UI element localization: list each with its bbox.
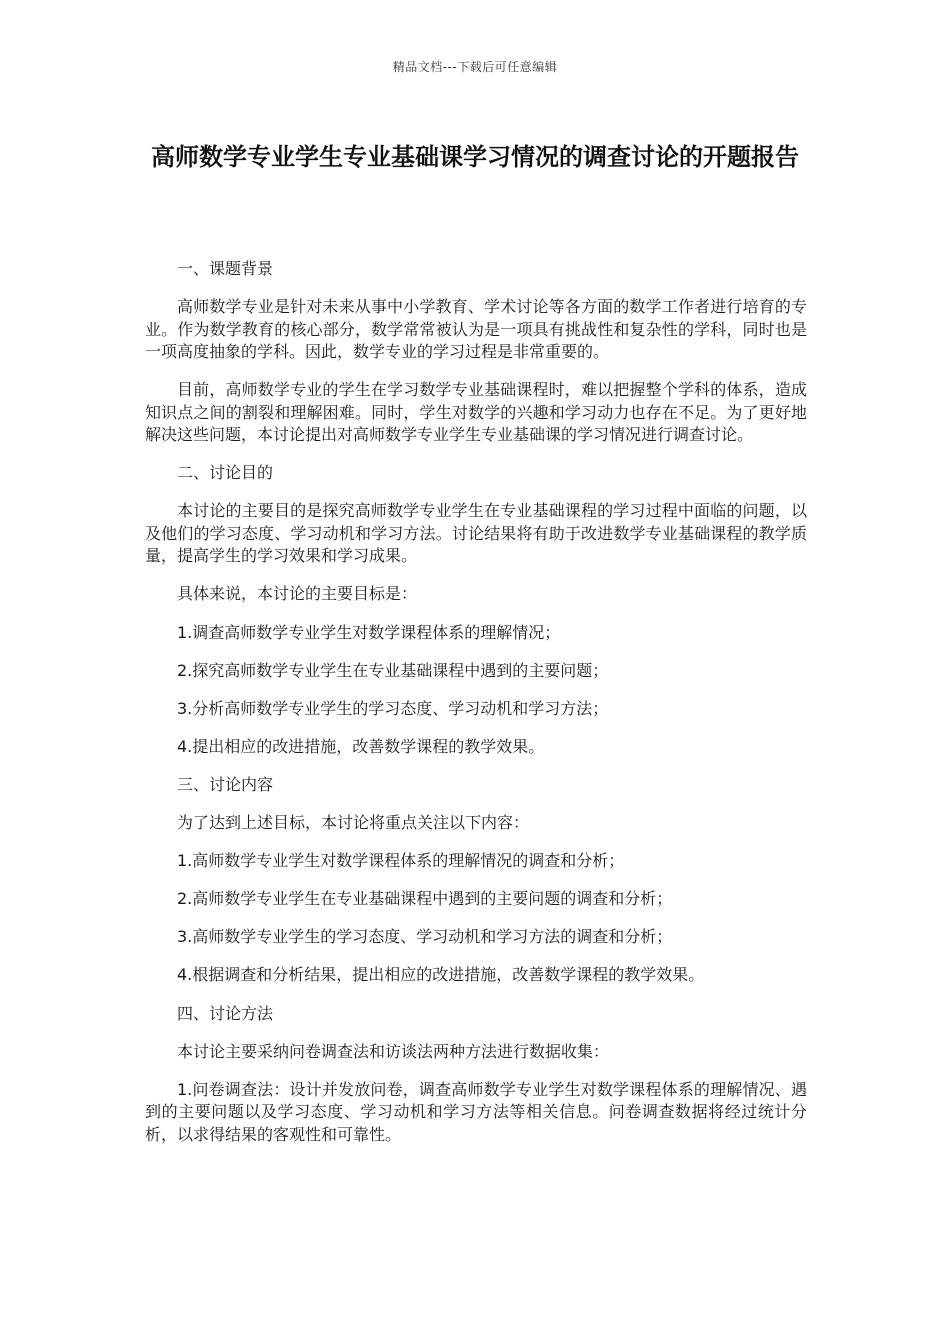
list-item: 2.高师数学专业学生在专业基础课程中遇到的主要问题的调查和分析； [177,889,673,909]
paragraph: 高师数学专业是针对未来从事中小学教育、学术讨论等各方面的数学工作者进行培育的专业。作为数学教育的核心部分，数学常常被认为是一项具有挑战性和复杂性的学科，同时也是一项高度抽象的学科。因此，数学专业的学习过程是非常重要的。 [145,297,807,362]
list-item: 4.根据调查和分析结果，提出相应的改进措施，改善数学课程的教学效果。 [177,965,705,985]
section-heading-purpose: 二、讨论目的 [177,463,274,483]
document-body [145,258,807,1162]
paragraph: 为了达到上述目标，本讨论将重点关注以下内容： [177,813,530,833]
section-heading-background: 一、课题背景 [177,259,274,278]
list-item: 3.分析高师数学专业学生的学习态度、学习动机和学习方法； [177,698,609,718]
header-note: 精品文档---下载后可任意编辑 [392,60,558,74]
section-heading-content: 三、讨论内容 [177,774,274,794]
list-item: 1.高师数学专业学生对数学课程体系的理解情况的调查和分析； [177,851,625,871]
section-heading-method: 四、讨论方法 [177,1003,274,1023]
paragraph: 本讨论主要采纳问卷调查法和访谈法两种方法进行数据收集： [177,1041,610,1061]
list-item: 3.高师数学专业学生的学习态度、学习动机和学习方法的调查和分析； [177,927,673,947]
paragraph: 具体来说，本讨论的主要目标是： [177,584,418,604]
paragraph: 目前，高师数学专业的学生在学习数学专业基础课程时，难以把握整个学科的体系，造成知识点之间的割裂和理解困难。同时，学生对数学的兴趣和学习动力也存在不足。为了更好地解决这些问题，本讨论提出对高师数学专业学生专业基础课的学习情况进行调查讨论。 [145,380,807,445]
paragraph: 本讨论的主要目的是探究高师数学专业学生在专业基础课程的学习过程中面临的问题，以及他们的学习态度、学习动机和学习方法。讨论结果将有助于改进数学专业基础课程的教学质量，提高学生的学习效果和学习成果。 [145,501,807,566]
document-title: 高师数学专业学生专业基础课学习情况的调查讨论的开题报告 [151,143,799,171]
list-item: 2.探究高师数学专业学生在专业基础课程中遇到的主要问题； [177,660,609,680]
list-item: 4.提出相应的改进措施，改善数学课程的教学效果。 [177,736,545,756]
list-item: 1.调查高师数学专业学生对数学课程体系的理解情况； [177,622,561,642]
list-item: 1.问卷调查法：设计并发放问卷，调查高师数学专业学生对数学课程体系的理解情况、遇到的主要问题以及学习态度、学习动机和学习方法等相关信息。问卷调查数据将经过统计分析，以求得结果的客观性和可靠性。 [145,1079,807,1144]
